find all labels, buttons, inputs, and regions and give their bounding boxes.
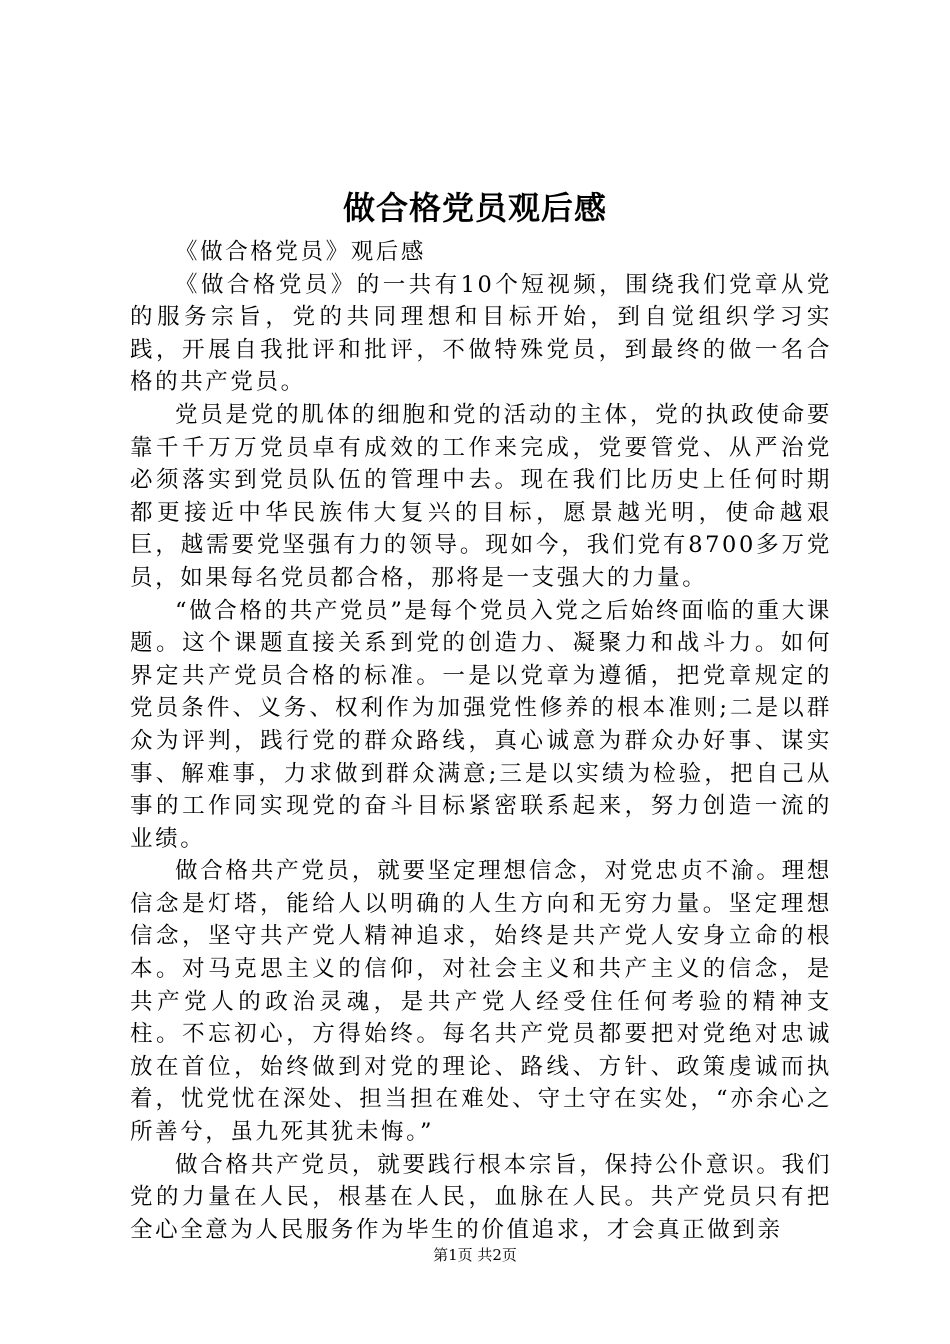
document-title: 做合格党员观后感 xyxy=(342,189,607,227)
paragraph: 做合格共产党员，就要坚定理想信念，对党忠贞不渝。理想信念是灯塔，能给人以明确的人生方向和无穷力量。坚定理想信念，坚守共产党人精神追求，始终是共产党人安身立命的根本。对马克思主义的信仰，对社会主义和共产主义的信念，是共产党人的政治灵魂，是共产党人经受住任何考验的精神支柱。不忘初心，方得始终。每名共产党员都要把对党绝对忠诚放在首位，始终做到对党的理论、路线、方针、政策虔诚而执着，忧党忧在深处、担当担在难处、守土守在实处，“亦余心之所善兮，虽九死其犹未悔。” xyxy=(130,858,832,1146)
paragraph: 做合格共产党员，就要践行根本宗旨，保持公仆意识。我们党的力量在人民，根基在人民，血脉在人民。共产党员只有把全心全意为人民服务作为毕生的价值追求，才会真正做到亲 xyxy=(130,1151,832,1243)
paragraph: “做合格的共产党员”是每个党员入党之后始终面临的重大课题。这个课题直接关系到党的创造力、凝聚力和战斗力。如何界定共产党员合格的标准。一是以党章为遵循，把党章规定的党员条件、义务、权利作为加强党性修养的根本准则;二是以群众为评判，践行党的群众路线，真心诚意为群众办好事、谋实事、解难事，力求做到群众满意;三是以实绩为检验，把自己从事的工作同实现党的奋斗目标紧密联系起来，努力创造一流的业绩。 xyxy=(130,597,832,852)
paragraph: 《做合格党员》的一共有10个短视频，围绕我们党章从党的服务宗旨，党的共同理想和目标开始，到自觉组织学习实践，开展自我批评和批评，不做特殊党员，到最终的做一名合格的共产党员。 xyxy=(130,271,832,396)
paragraph-heading: 《做合格党员》观后感 xyxy=(175,239,427,265)
page-footer: 第1页 共2页 xyxy=(433,1246,517,1264)
paragraph: 党员是党的肌体的细胞和党的活动的主体，党的执政使命要靠千千万万党员卓有成效的工作来完成，党要管党、从严治党必须落实到党员队伍的管理中去。现在我们比历史上任何时期都更接近中华民族伟大复兴的目标，愿景越光明，使命越艰巨，越需要党坚强有力的领导。现如今，我们党有8700多万党员，如果每名党员都合格，那将是一支强大的力量。 xyxy=(130,401,832,591)
document-body xyxy=(130,236,832,1246)
